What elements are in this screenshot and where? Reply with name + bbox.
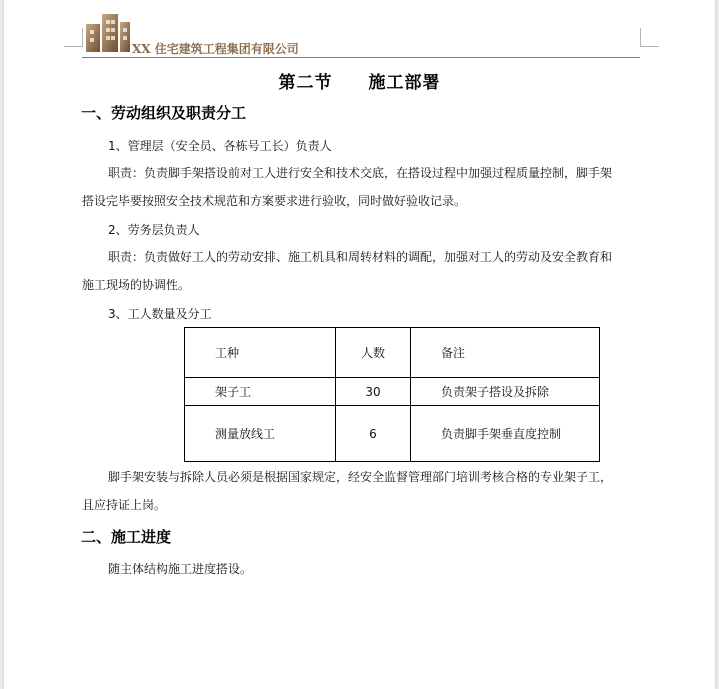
table-cell: 6 [336, 406, 411, 462]
item-management: 1、管理层（安全员、各栋号工长）负责人 [108, 139, 332, 153]
labor-duty-line: 职责：负责做好工人的劳动安排、施工机具和周转材料的调配，加强对工人的劳动及安全教育和 [108, 250, 613, 264]
table-header-cell: 工种 [185, 328, 336, 378]
table-header-cell: 备注 [411, 328, 600, 378]
item-labor: 2、劳务层负责人 [108, 223, 200, 237]
header-divider [82, 57, 640, 58]
schedule-text: 随主体结构施工进度搭设。 [108, 562, 253, 576]
table-row [185, 406, 600, 462]
page-title: 第二节 施工部署 [278, 73, 441, 93]
qualification-line: 且应持证上岗。 [82, 498, 167, 512]
margin-corner-mark [64, 28, 83, 47]
company-logo-icon [84, 10, 132, 54]
table-header-row [185, 328, 600, 378]
table-cell: 测量放线工 [185, 406, 336, 462]
margin-corner-mark [640, 28, 659, 47]
labor-duty-line: 施工现场的协调性。 [82, 278, 191, 292]
table-cell: 架子工 [185, 378, 336, 406]
document-page [4, 0, 715, 689]
company-name: XX 住宅建筑工程集团有限公司 [132, 42, 299, 56]
section-heading-labor: 一、劳动组织及职责分工 [81, 104, 247, 122]
section-heading-schedule: 二、施工进度 [81, 528, 172, 546]
management-duty-line: 职责：负责脚手架搭设前对工人进行安全和技术交底，在搭设过程中加强过程质量控制，脚手架 [108, 166, 613, 180]
table-header-cell: 人数 [336, 328, 411, 378]
table-row [185, 378, 600, 406]
qualification-line: 脚手架安装与拆除人员必须是根据国家规定，经安全监督管理部门培训考核合格的专业架子工， [108, 470, 613, 484]
table-cell: 负责脚手架垂直度控制 [411, 406, 600, 462]
table-cell: 30 [336, 378, 411, 406]
worker-table [184, 327, 600, 462]
table-cell: 负责架子搭设及拆除 [411, 378, 600, 406]
management-duty-line: 搭设完毕要按照安全技术规范和方案要求进行验收，同时做好验收记录。 [82, 194, 467, 208]
item-worker-count: 3、工人数量及分工 [108, 307, 212, 321]
